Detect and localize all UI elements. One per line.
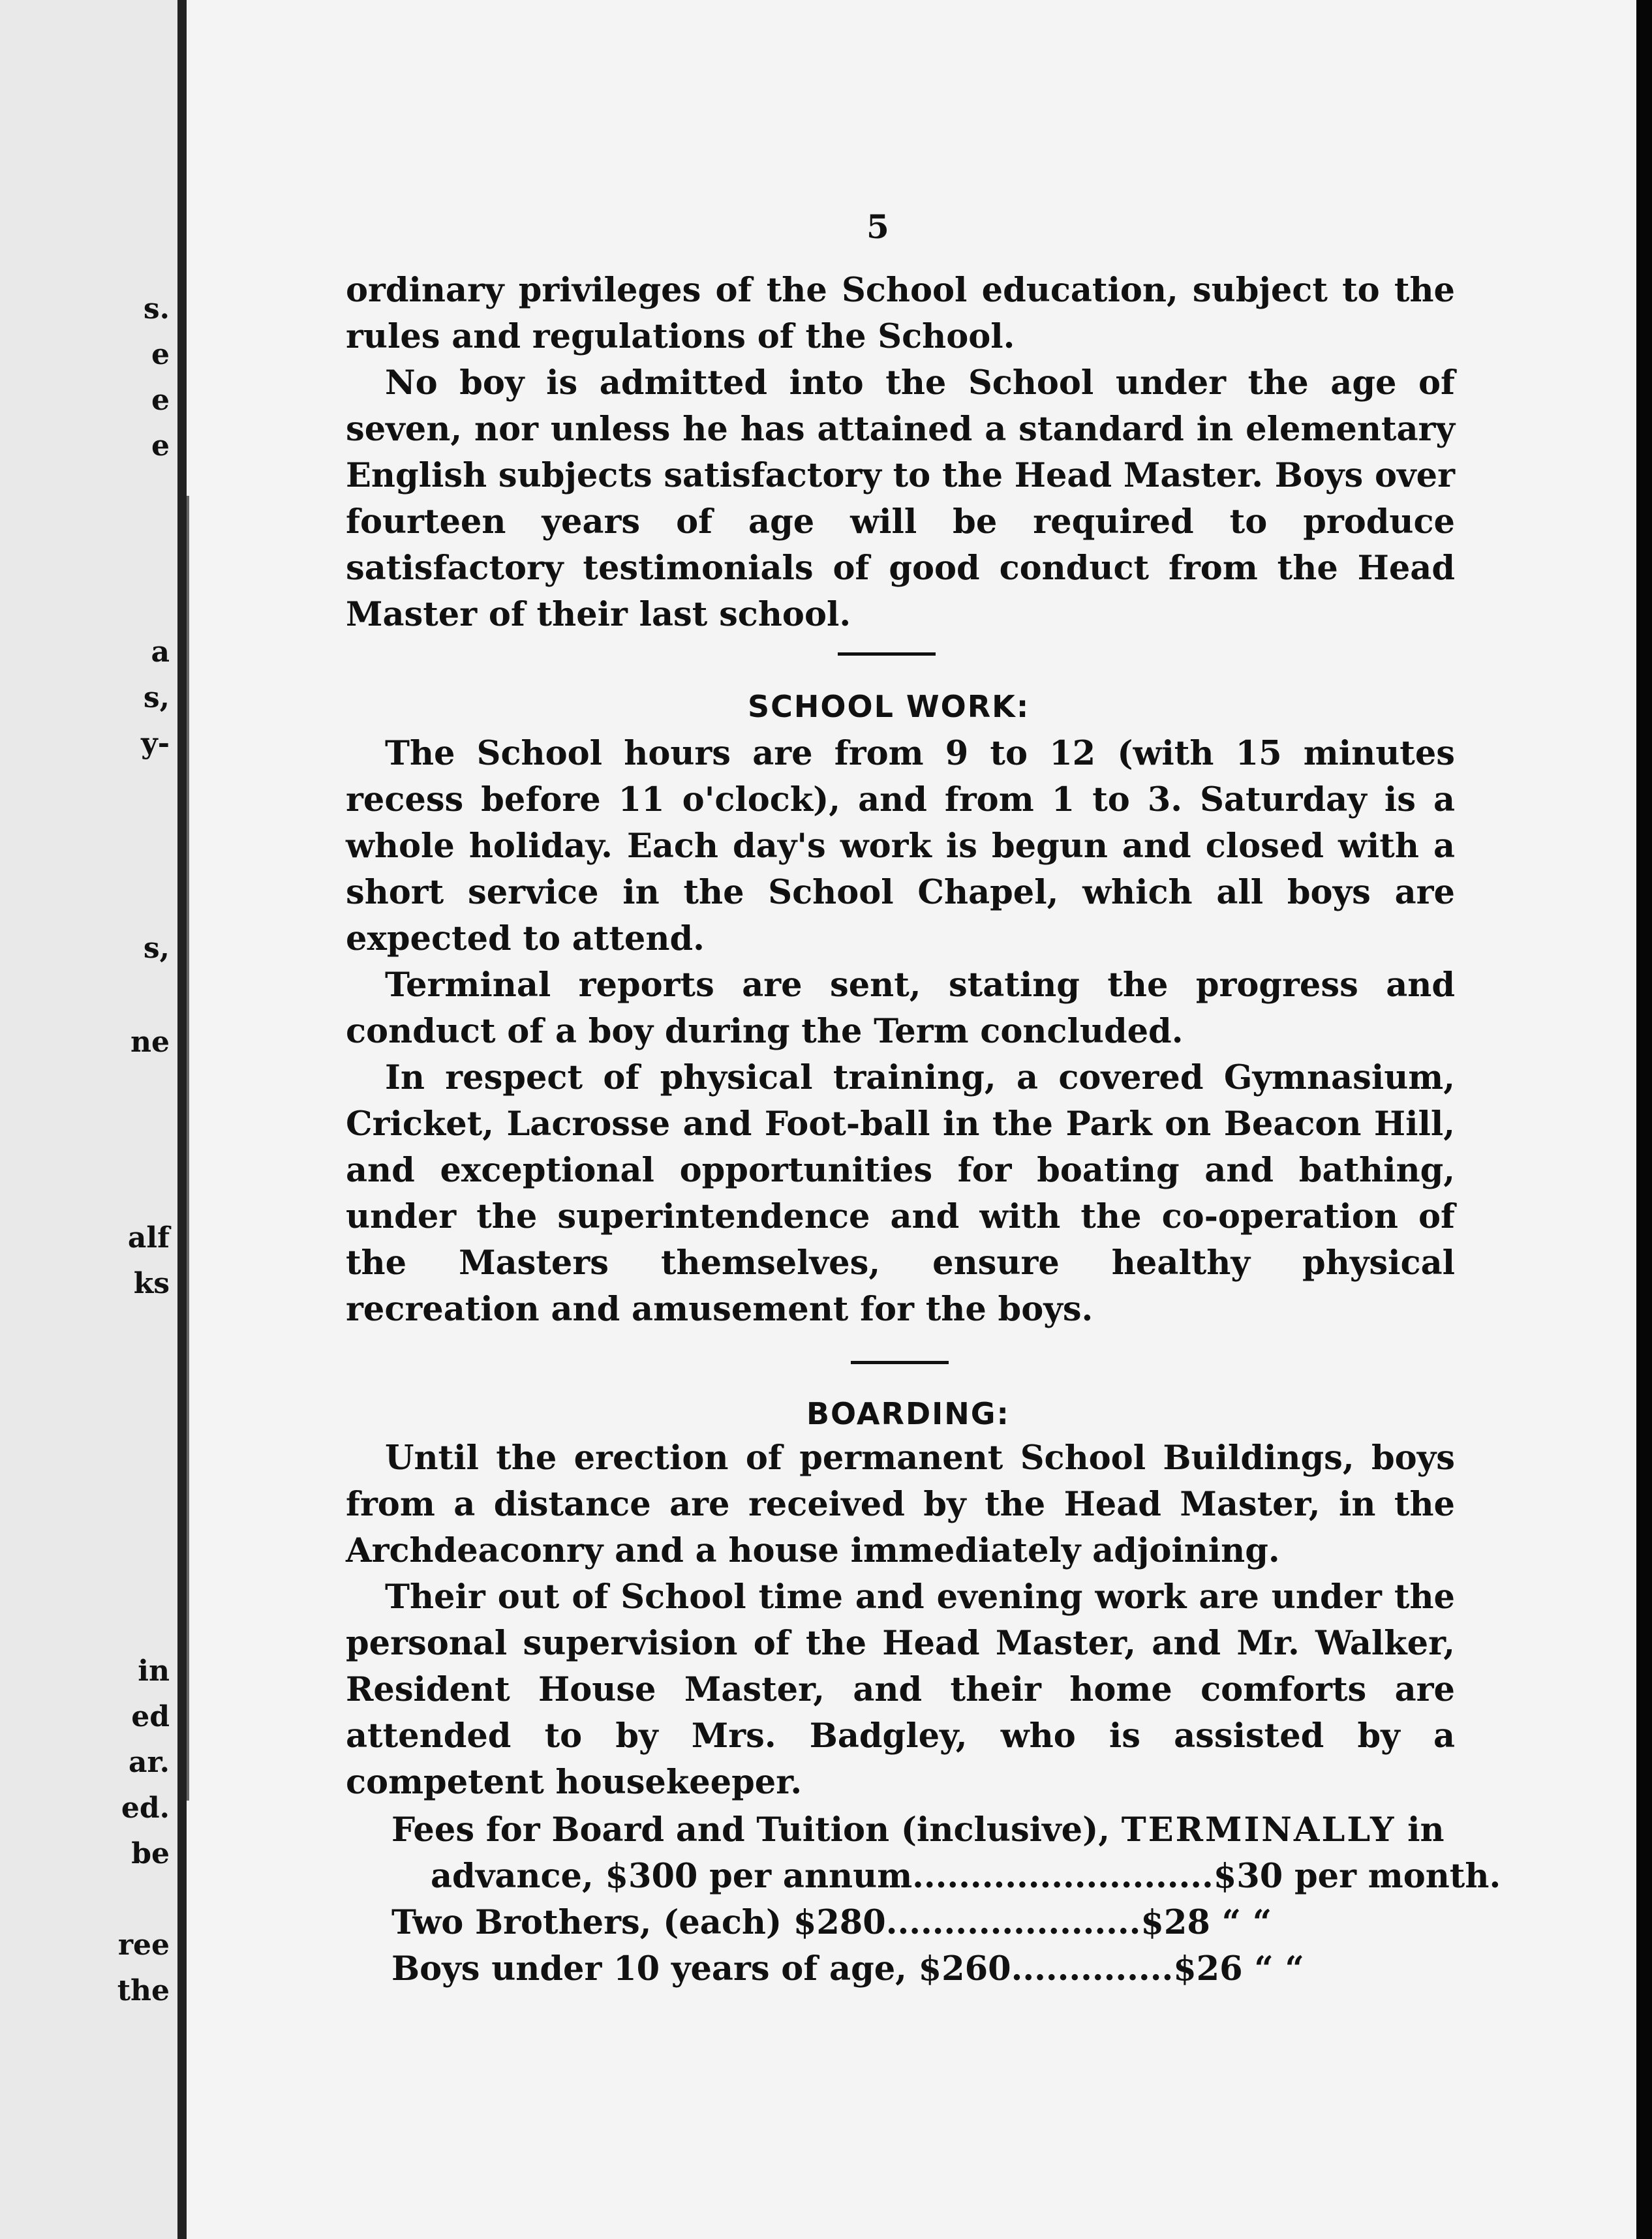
fees-table (391, 1807, 1501, 1992)
left-page-text: e (151, 384, 170, 417)
left-page-text: e (151, 429, 170, 463)
section-divider (851, 1361, 949, 1364)
fees-line-2: advance, $300 per annum..........................$30 per month. (431, 1857, 1501, 1896)
left-page-text: in (138, 1654, 170, 1688)
binding-thread (187, 496, 209, 1801)
school-work-paragraph-3: In respect of physical training, a covered Gymnasium, Cricket, Lacrosse and Foot-ball in the Park on Beacon Hill, and exceptional opportunities for boating and bathing, under the superintendence and with the co-operation of the Masters themselves, ensure healthy physical recreation and amusement for the boys. (346, 1058, 1455, 1329)
left-page-text: ed (131, 1700, 170, 1733)
intro-paragraph-1: ordinary privileges of the School education, subject to the rules and regulations of the School. (346, 271, 1455, 356)
fees-in: in (1407, 1810, 1445, 1850)
fees-line-1 (391, 1807, 1445, 1853)
left-page-text: ree (117, 1928, 170, 1962)
school-work-paragraph-2: Terminal reports are sent, stating the progress and conduct of a boy during the Term concluded. (346, 966, 1455, 1051)
fees-line-3: Two Brothers, (each) $280......................$28 “ “ (391, 1903, 1272, 1942)
boarding-heading: BOARDING: (806, 1396, 1010, 1431)
page-number: 5 (866, 207, 889, 246)
left-page-text: s, (143, 681, 170, 714)
left-page-text: s. (143, 292, 170, 326)
boarding-paragraph-2: Their out of School time and evening work are under the personal supervision of the Head Master, and Mr. Walker, Resident House Master, and their home comforts are attended to by Mrs. Badgley, who is assisted by a competent housekeeper. (346, 1577, 1455, 1802)
left-page-text: ar. (129, 1746, 170, 1779)
page-gutter (177, 0, 187, 2239)
boarding-section (346, 1435, 1455, 1806)
left-page-edge (0, 0, 177, 2239)
left-page-text: alf (127, 1221, 170, 1255)
school-work-heading: SCHOOL WORK: (748, 689, 1030, 724)
fees-line-4: Boys under 10 years of age, $260..............$26 “ “ (391, 1949, 1304, 1988)
intro-paragraph-2: No boy is admitted into the School under the age of seven, nor unless he has attained a standard in elementary English subjects satisfactory to the Head Master. Boys over fourteen years of age will be required to produce satisfactory testimonials of good conduct from the Head Master of their last school. (346, 363, 1455, 634)
left-page-text: ne (130, 1026, 170, 1059)
left-page-text: y- (141, 727, 170, 760)
fees-intro: Fees for Board and Tuition (inclusive), (391, 1810, 1110, 1850)
left-page-text: s, (143, 932, 170, 965)
left-page-text: a (151, 635, 170, 669)
fees-terminally: TERMINALLY (1121, 1810, 1396, 1850)
intro-section (346, 267, 1455, 638)
left-page-text: be (131, 1837, 170, 1870)
left-page-text: ed. (121, 1791, 170, 1825)
left-page-text: the (117, 1974, 170, 2007)
left-page-text: ks (133, 1267, 170, 1300)
school-work-section (346, 731, 1455, 1333)
section-divider (838, 652, 936, 656)
boarding-paragraph-1: Until the erection of permanent School Buildings, boys from a distance are received by the Head Master, in the Archdeaconry and a house immediately adjoining. (346, 1439, 1455, 1570)
left-page-text: e (151, 338, 170, 371)
school-work-paragraph-1: The School hours are from 9 to 12 (with 15 minutes recess before 11 o'clock), and from 1 to 3. Saturday is a whole holiday. Each day's work is begun and closed with a short service in the School Chapel, which all boys are expected to attend. (346, 734, 1455, 958)
